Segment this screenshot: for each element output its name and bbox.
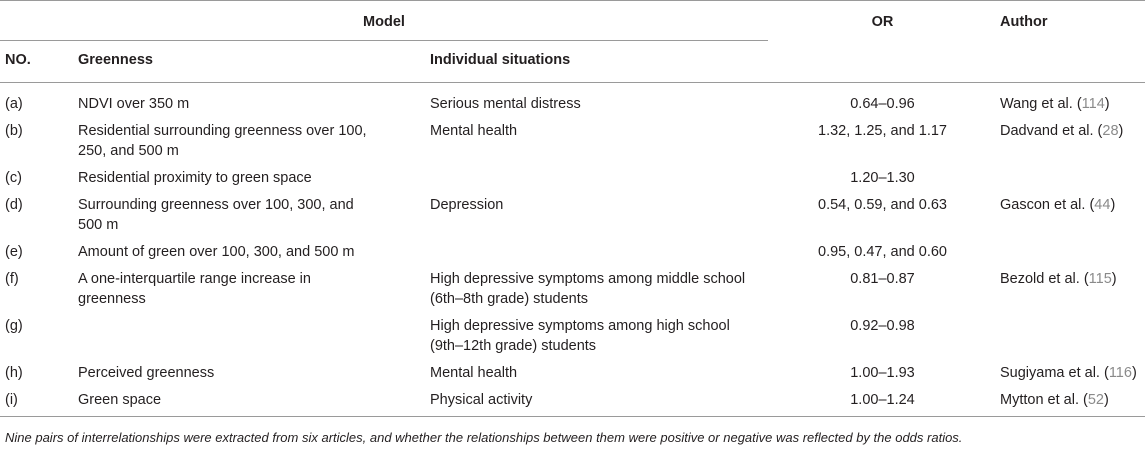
bottom-rule — [0, 416, 1145, 417]
author-cell: Sugiyama et al. (116) — [1000, 365, 1137, 381]
header-no: NO. — [5, 52, 31, 68]
greenness-cell: Amount of green over 100, 300, and 500 m — [78, 244, 355, 260]
or-cell: 1.32, 1.25, and 1.17 — [818, 123, 947, 139]
author-cell: Dadvand et al. (28) — [1000, 123, 1124, 139]
individual-cell: Serious mental distress — [430, 96, 581, 112]
reference-link[interactable]: 116 — [1108, 365, 1132, 381]
table-footnote: Nine pairs of interrelationships were extracted from six articles, and whether the relationships between them were positive or negative was reflected by the odds ratios. — [5, 430, 963, 445]
header-author: Author — [1000, 14, 1048, 30]
reference-link[interactable]: 115 — [1088, 271, 1112, 287]
greenness-cell: Residential proximity to green space — [78, 170, 312, 186]
row-number: (a) — [5, 96, 23, 112]
header-bottom-rule — [0, 82, 1145, 83]
greenness-cell: NDVI over 350 m — [78, 96, 190, 112]
or-cell: 0.92–0.98 — [850, 318, 915, 334]
or-cell: 0.95, 0.47, and 0.60 — [818, 244, 947, 260]
individual-cell-line2: (9th–12th grade) students — [430, 338, 597, 354]
greenness-cell: Perceived greenness — [78, 365, 215, 381]
greenness-cell: Residential surrounding greenness over 100, — [78, 123, 367, 139]
row-number: (g) — [5, 318, 23, 334]
greenness-cell-line2: 500 m — [78, 217, 119, 233]
individual-cell: Physical activity — [430, 392, 533, 408]
header-model: Model — [363, 14, 405, 30]
row-number: (e) — [5, 244, 23, 260]
individual-cell: High depressive symptoms among high school — [430, 318, 730, 334]
reference-link[interactable]: 28 — [1102, 123, 1119, 139]
greenness-cell: Green space — [78, 392, 162, 408]
individual-cell: Depression — [430, 197, 504, 213]
greenness-cell: A one-interquartile range increase in — [78, 271, 311, 287]
top-rule — [0, 0, 1145, 1]
row-number: (c) — [5, 170, 22, 186]
reference-link[interactable]: 44 — [1094, 197, 1111, 213]
row-number: (f) — [5, 271, 19, 287]
individual-cell-line2: (6th–8th grade) students — [430, 291, 588, 307]
or-cell: 0.64–0.96 — [850, 96, 915, 112]
individual-cell: High depressive symptoms among middle school — [430, 271, 746, 287]
or-cell: 1.20–1.30 — [850, 170, 915, 186]
header-greenness: Greenness — [78, 52, 153, 68]
author-cell: Wang et al. (114) — [1000, 96, 1110, 112]
or-cell: 0.54, 0.59, and 0.63 — [818, 197, 947, 213]
header-individual-situations: Individual situations — [430, 52, 571, 68]
greenness-cell-line2: 250, and 500 m — [78, 143, 179, 159]
row-number: (b) — [5, 123, 23, 139]
reference-link[interactable]: 52 — [1087, 392, 1104, 408]
row-number: (h) — [5, 365, 23, 381]
row-number: (d) — [5, 197, 23, 213]
model-underline — [0, 40, 768, 41]
row-number: (i) — [5, 392, 18, 408]
individual-cell: Mental health — [430, 365, 518, 381]
greenness-cell-line2: greenness — [78, 291, 146, 307]
or-cell: 1.00–1.24 — [850, 392, 915, 408]
or-cell: 1.00–1.93 — [850, 365, 915, 381]
greenness-cell: Surrounding greenness over 100, 300, and — [78, 197, 354, 213]
or-cell: 0.81–0.87 — [850, 271, 915, 287]
author-cell: Bezold et al. (115) — [1000, 271, 1117, 287]
reference-link[interactable]: 114 — [1081, 96, 1105, 112]
header-or: OR — [871, 14, 894, 30]
author-cell: Mytton et al. (52) — [1000, 392, 1109, 408]
individual-cell: Mental health — [430, 123, 518, 139]
author-cell: Gascon et al. (44) — [1000, 197, 1116, 213]
